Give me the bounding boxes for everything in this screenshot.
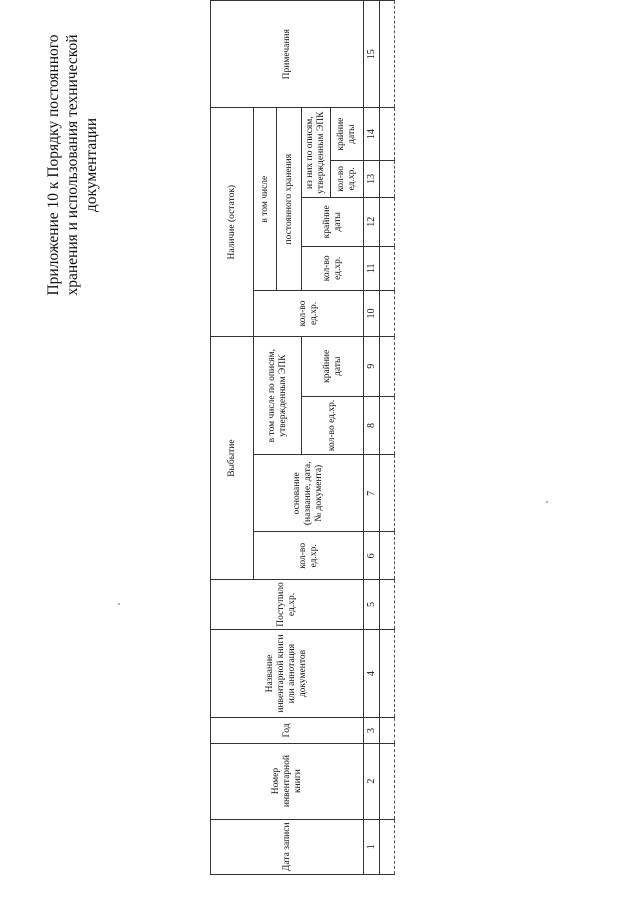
table-cell (380, 743, 395, 819)
header-book-number: Номер инвентарной книги (211, 743, 364, 819)
table-cell (380, 819, 395, 874)
header-permanent-dates: крайние даты (302, 197, 364, 246)
table-cell (380, 197, 395, 246)
header-book-name: Название инвентарной книги или аннотация документов (211, 629, 364, 718)
column-number: 12 (364, 197, 380, 246)
column-number: 8 (364, 396, 380, 455)
column-number: 5 (364, 580, 380, 630)
header-availability-count: кол-во ед.хр. (254, 290, 364, 336)
column-number: 6 (364, 532, 380, 580)
header-disposal-epk-count: кол-во ед.хр. (302, 396, 364, 455)
table-cell (380, 455, 395, 532)
column-number: 7 (364, 455, 380, 532)
header-received: Поступило ед.хр. (211, 580, 364, 630)
header-disposal-epk: в том числе по описям, утвержденным ЭПК (254, 336, 302, 454)
header-epk-dates: крайние даты (331, 108, 364, 160)
table-cell (380, 580, 395, 630)
table-cell (380, 718, 395, 743)
table-cell (380, 160, 395, 197)
column-number: 2 (364, 743, 380, 819)
caption-line-2: хранения и использования технической (64, 34, 81, 296)
scan-speck (546, 501, 548, 503)
column-number: 10 (364, 290, 380, 336)
table-row (380, 1, 395, 875)
header-disposal-epk-dates: крайние даты (302, 336, 364, 396)
table-cell (380, 108, 395, 160)
inventory-table (210, 0, 395, 875)
column-number: 13 (364, 160, 380, 197)
header-year: Год (211, 718, 364, 743)
header-permanent-count: кол-во ед.хр. (302, 246, 364, 290)
header-disposal-count: кол-во ед.хр. (254, 532, 364, 580)
header-availability: Наличие (остаток) (211, 108, 254, 337)
header-disposal-basis: основание (название, дата, № документа) (254, 455, 364, 532)
page-caption (44, 25, 101, 305)
table-cell (380, 629, 395, 718)
table-cell (380, 290, 395, 336)
column-number: 11 (364, 246, 380, 290)
caption-line-1: Приложение 10 к Порядку постоянного (45, 34, 62, 296)
header-of-them-epk: из них по описям, утвержденным ЭПК (302, 108, 331, 197)
column-number: 15 (364, 1, 380, 108)
column-number: 14 (364, 108, 380, 160)
scan-speck (118, 603, 120, 605)
header-disposal: Выбытие (211, 336, 254, 579)
column-number: 9 (364, 336, 380, 396)
header-permanent-storage: постоянного хранения (277, 108, 302, 291)
column-number-row (364, 1, 380, 875)
table-cell (380, 246, 395, 290)
table-cell (380, 336, 395, 396)
table-cell (380, 396, 395, 455)
header-date: Дата записи (211, 819, 364, 874)
column-number: 4 (364, 629, 380, 718)
column-number: 1 (364, 819, 380, 874)
table-cell (380, 532, 395, 580)
caption-line-3: документации (83, 117, 100, 213)
header-notes: Примечания (211, 1, 364, 108)
header-including: в том числе (254, 108, 277, 291)
header-epk-count: кол-во ед.хр. (331, 160, 364, 197)
table-cell (380, 1, 395, 108)
column-number: 3 (364, 718, 380, 743)
